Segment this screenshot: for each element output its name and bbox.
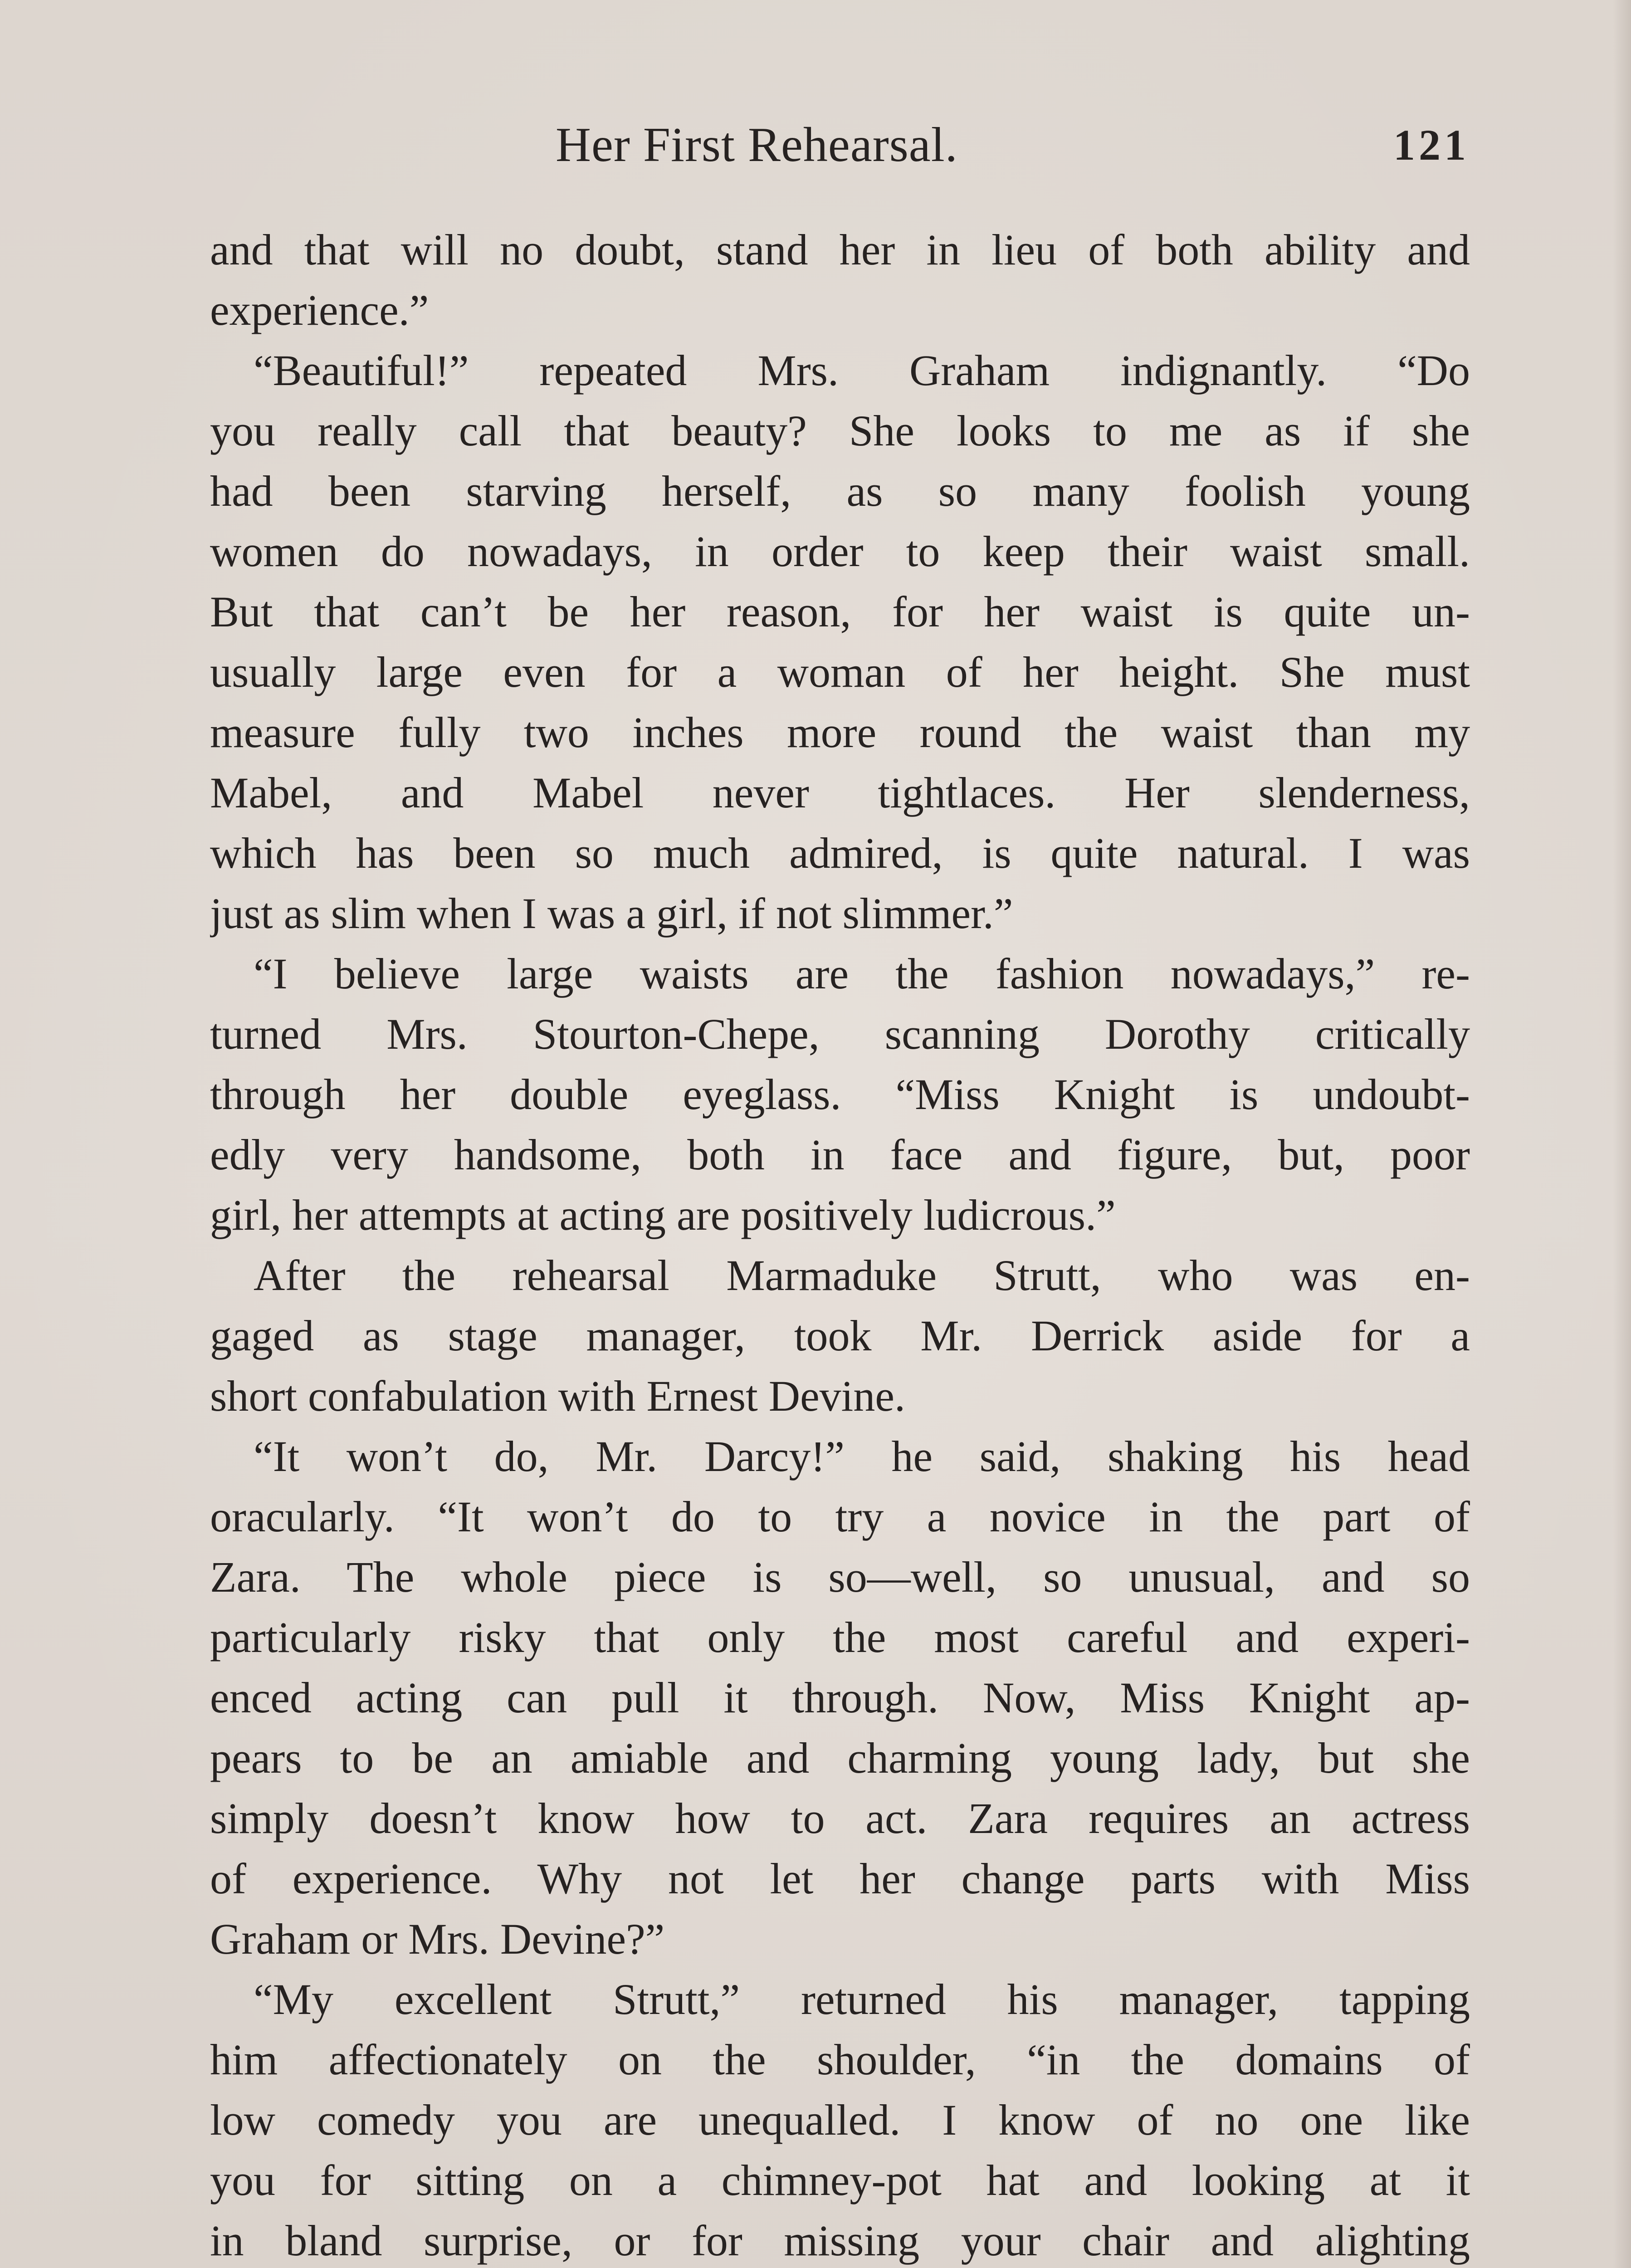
text-line: you for sitting on a chimney-pot hat and looking at it bbox=[210, 2156, 1470, 2204]
text-line: low comedy you are unequalled. I know of no one like bbox=[210, 2096, 1470, 2144]
text-line: gaged as stage manager, took Mr. Derrick aside for a bbox=[210, 1311, 1470, 1360]
page-header bbox=[209, 113, 1470, 177]
text-line: edly very handsome, both in face and figure, but, poor bbox=[210, 1130, 1470, 1179]
text-line: short confabulation with Ernest Devine. bbox=[210, 1372, 905, 1420]
text-line: of experience. Why not let her change parts with Miss bbox=[210, 1854, 1470, 1903]
text-line: girl, her attempts at acting are positively ludicrous.” bbox=[210, 1191, 1116, 1239]
text-line: enced acting can pull it through. Now, Miss Knight ap- bbox=[210, 1673, 1470, 1722]
text-line: “Beautiful!” repeated Mrs. Graham indignantly. “Do bbox=[254, 346, 1470, 395]
text-line: measure fully two inches more round the waist than my bbox=[210, 708, 1470, 757]
text-line: had been starving herself, as so many foolish young bbox=[210, 467, 1470, 515]
text-line: experience.” bbox=[210, 286, 429, 334]
text-line: Zara. The whole piece is so—well, so unusual, and so bbox=[210, 1553, 1470, 1601]
text-line: just as slim when I was a girl, if not slimmer.” bbox=[210, 889, 1013, 938]
text-line: After the rehearsal Marmaduke Strutt, who was en- bbox=[254, 1251, 1470, 1300]
text-line: in bland surprise, or for missing your chair and alighting bbox=[210, 2216, 1470, 2265]
text-line: which has been so much admired, is quite natural. I was bbox=[210, 829, 1470, 877]
text-line: him affectionately on the shoulder, “in the domains of bbox=[210, 2035, 1470, 2084]
running-title: Her First Rehearsal. bbox=[556, 118, 958, 172]
text-line: pears to be an amiable and charming young lady, but she bbox=[210, 1734, 1470, 1782]
text-line: “I believe large waists are the fashion nowadays,” re- bbox=[254, 949, 1470, 998]
text-line: turned Mrs. Stourton-Chepe, scanning Dorothy critically bbox=[210, 1010, 1470, 1058]
page-number: 121 bbox=[1393, 121, 1470, 169]
text-line: Mabel, and Mabel never tightlaces. Her slenderness, bbox=[210, 768, 1470, 817]
text-line: oracularly. “It won’t do to try a novice in the part of bbox=[210, 1492, 1470, 1541]
text-line: you really call that beauty? She looks to me as if she bbox=[210, 406, 1470, 455]
text-line: usually large even for a woman of her height. She must bbox=[210, 648, 1470, 696]
text-line: particularly risky that only the most careful and experi- bbox=[210, 1613, 1470, 1662]
text-line: through her double eyeglass. “Miss Knight is undoubt- bbox=[210, 1070, 1470, 1119]
page-edge-shadow bbox=[1613, 0, 1631, 2268]
text-line: “It won’t do, Mr. Darcy!” he said, shaking his head bbox=[254, 1432, 1470, 1481]
text-line: “My excellent Strutt,” returned his manager, tapping bbox=[254, 1975, 1470, 2024]
body-text bbox=[210, 220, 1470, 2268]
text-line: women do nowadays, in order to keep their waist small. bbox=[210, 527, 1470, 576]
text-line: simply doesn’t know how to act. Zara requires an actress bbox=[210, 1794, 1470, 1843]
text-line: and that will no doubt, stand her in lieu of both ability and bbox=[210, 225, 1470, 274]
text-line: Graham or Mrs. Devine?” bbox=[210, 1915, 665, 1963]
text-line: But that can’t be her reason, for her waist is quite un- bbox=[210, 587, 1470, 636]
